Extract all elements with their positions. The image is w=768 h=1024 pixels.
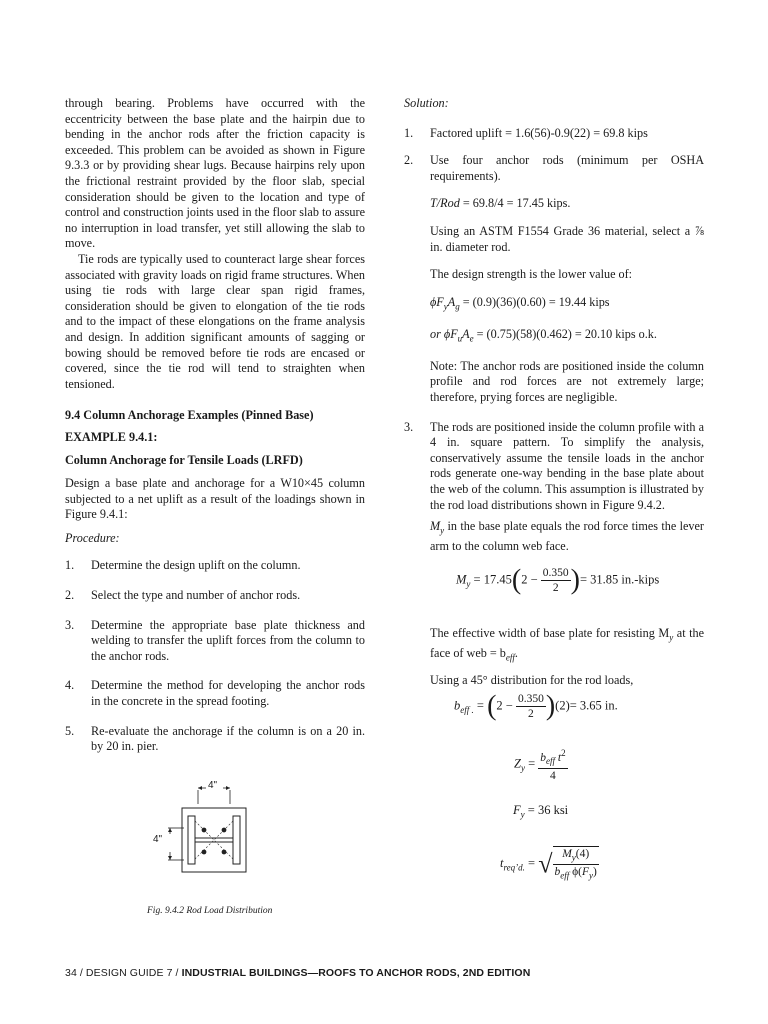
procedure-label: Procedure:	[65, 530, 120, 545]
procedure-item: 1. Determine the design uplift on the column.	[65, 558, 301, 573]
t-rod-line: T/Rod = 69.8/4 = 17.45 kips.	[430, 196, 571, 211]
equation-zy: $Z_y$ = $\frac{b_{eff} t^2}{4}$	[514, 748, 566, 783]
dim-top-label: 4"	[208, 780, 218, 791]
my-paragraph: $M_y$ in the base plate equals the rod force times the lever arm to the column web face.	[430, 519, 704, 554]
base-plate	[182, 808, 246, 872]
example-heading: EXAMPLE 9.4.1:	[65, 429, 158, 444]
section-heading: 9.4 Column Anchorage Examples (Pinned Base)	[65, 408, 314, 423]
anchor-rod	[202, 850, 207, 855]
anchor-rod	[222, 828, 227, 833]
dim-arrow	[198, 786, 202, 790]
anchor-rod	[202, 828, 207, 833]
phi-fy-line: $\phi F_yA_g = (0.9)(36)(0.60) = 19.44$ kips	[430, 294, 610, 312]
distribution-line-text: Using a 45° distribution for the rod loads,	[430, 673, 634, 688]
equation-fy: $F_y = 36$ ksi	[513, 803, 569, 820]
equation-beff: $b_{eff .} = (2$ − $\frac{0.350}{2}$ )(2)= 3.65 in.	[454, 690, 618, 722]
page-footer: 34 / DESIGN GUIDE 7 / INDUSTRIAL BUILDINGS—ROOFS TO ANCHOR RODS, 2ND EDITION	[65, 967, 531, 979]
procedure-item: 5. Re-evaluate the anchorage if the column is on a 20 in. by 20 in. pier.	[65, 723, 365, 754]
right-column	[404, 96, 704, 555]
procedure-list	[65, 558, 365, 754]
procedure-item: 3. Determine the appropriate base plate thickness and welding to transfer the uplift forces from the column to the anchor rods.	[65, 617, 365, 663]
phi-fu-line: or $\phi F_uA_e = (0.75)(58)(0.462) = 20.10$ kips o.k.	[430, 326, 657, 344]
figure-caption: Fig. 9.4.2 Rod Load Distribution	[147, 906, 273, 916]
dim-arrow	[168, 856, 172, 860]
dim-left-label: 4"	[153, 834, 163, 845]
note-paragraph: Note: The anchor rods are positioned inside the column profile and rod forces are not extremely large; therefore, prying forces are negligible.	[430, 358, 704, 404]
dim-arrow	[226, 786, 230, 790]
solution-step-2: 2. Use four anchor rods (minimum per OSHA requirements).	[404, 153, 704, 183]
solution-step-1: 1. Factored uplift = 1.6(56)-0.9(22) = 69.8 kips	[404, 125, 648, 140]
anchor-rod	[222, 850, 227, 855]
astm-line: Using an ASTM F1554 Grade 36 material, select a ⅞ in. diameter rod.	[430, 223, 704, 254]
equation-treqd: $t_{req’d.}$ = √ $\frac{M_y(4)}{b_{eff} \phi(F_y)}$	[500, 848, 597, 881]
left-column	[65, 96, 365, 755]
dim-arrow	[168, 828, 172, 832]
equation-my: $M_y = 17.45(2$ − $\frac{0.350}{2}$ )= 31.85 in.-kips	[456, 564, 660, 596]
column-web	[195, 838, 233, 842]
column-flange	[188, 816, 195, 864]
paragraph-bearing: through bearing. Problems have occurred with the eccentricity between the base plate and the hairpin due to bending in the anchor rods after the friction capacity is exceeded. This problem can be avoided as shown in Figure 9.3.3 or by providing shear lugs. Because hairpins rely upon the frictional restraint provided by the floor slab, special consideration should be given to the location and type of control and construction joints used in the floor slab to assure no interruption in load transfer, yet still allowing the slab to move.	[65, 96, 365, 251]
rod-load-figure	[148, 776, 268, 896]
procedure-item: 2. Select the type and number of anchor rods.	[65, 588, 301, 603]
example-title: Column Anchorage for Tensile Loads (LRFD)	[65, 453, 303, 468]
solution-step-3: 3. The rods are positioned inside the column profile with a 4 in. square pattern. To simplify the analysis, conservatively assume the tensile loads in the anchor rods generate one-way bending in the base plate about the web of the column. This assumption is illustrated by the rod load distributions shown in Figure 9.4.2.	[404, 419, 704, 512]
column-flange	[233, 816, 240, 864]
design-strength-line: The design strength is the lower value of:	[430, 267, 633, 282]
paragraph-tie-rods: Tie rods are typically used to counteract large shear forces associated with gravity loads on rigid frame structures. When using tie rods with large clear span rigid frames, consideration should be given to elongation of the tie rods and to the impact of these elongations on the frame analysis and design. In addition significant amounts of sagging or bowing should be removed before tie rods are encased or covered, since the tie rod will tend to straighten when tensioned.	[65, 251, 365, 391]
example-intro: Design a base plate and anchorage for a W10×45 column subjected to a net uplift as a result of the loadings shown in Figure 9.4.1:	[65, 476, 365, 522]
solution-label: Solution:	[404, 96, 449, 110]
effective-width-paragraph: The effective width of base plate for resisting $M_y$ at the face of web = $b_{eff}$. Using a 45° distribution for the rod loads,	[430, 626, 705, 688]
procedure-item: 4. Determine the method for developing the anchor rods in the concrete in the spread footing.	[65, 678, 365, 708]
